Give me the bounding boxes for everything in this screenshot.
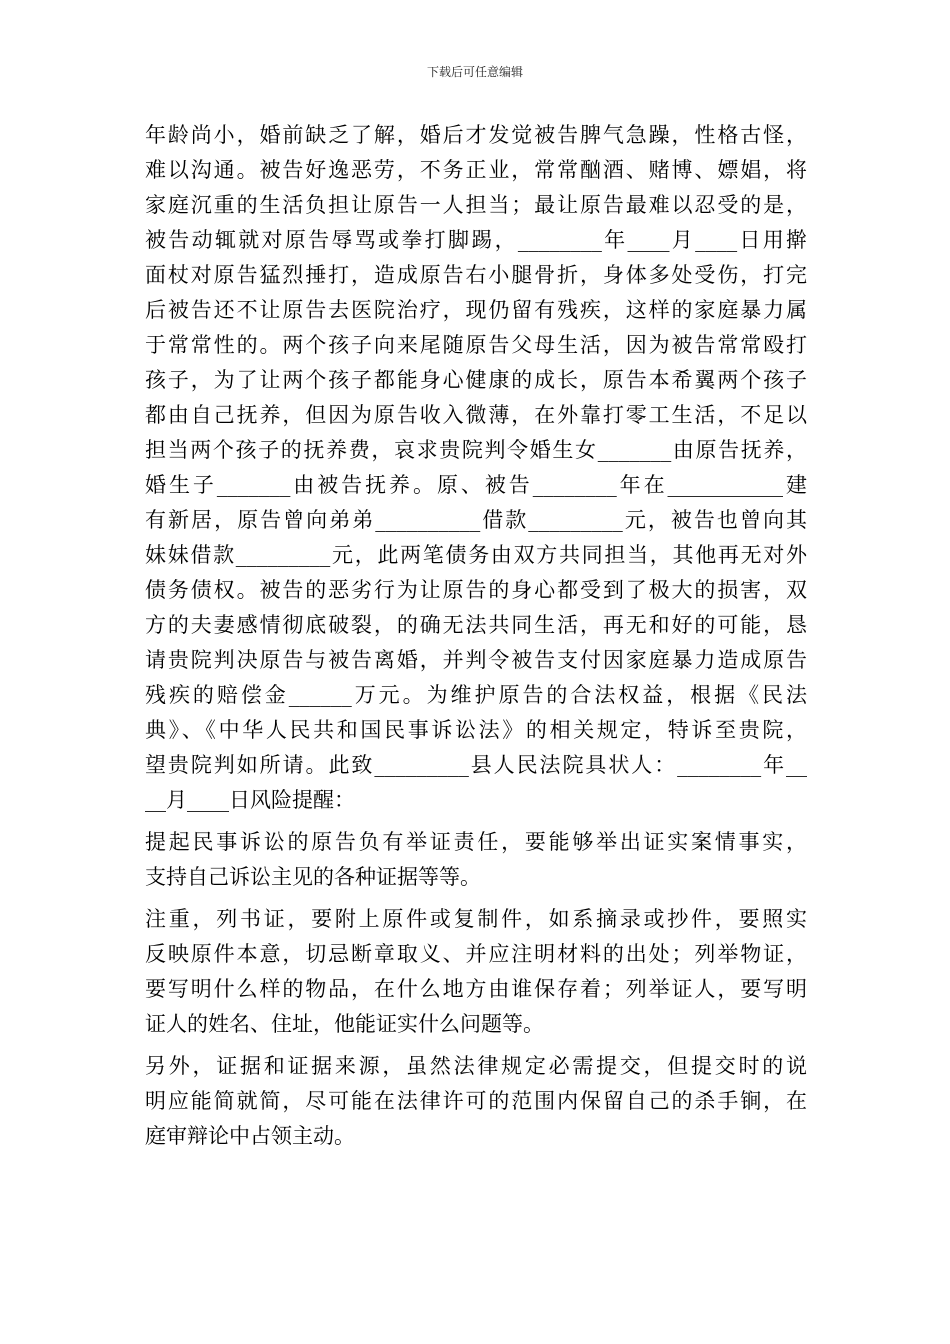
text-line: 残疾的赔偿金______万元。为维护原告的合法权益，根据《民法 [145, 683, 807, 707]
text-line: 家庭沉重的生活负担让原告一人担当；最让原告最难以忍受的是， [145, 193, 807, 217]
text-line: 提起民事诉讼的原告负有举证责任，要能够举出证实案情事实， [145, 830, 807, 854]
text-line: 年龄尚小，婚前缺乏了解，婚后才发觉被告脾气急躁，性格古怪， [145, 123, 807, 147]
page-header: 下载后可任意编辑 [426, 65, 523, 79]
text-line: 孩子，为了让两个孩子都能身心健康的成长，原告本希翼两个孩子 [145, 368, 807, 392]
text-line: 要写明什么样的物品，在什么地方由谁保存着；列举证人，要写明 [145, 977, 807, 1001]
document-body [145, 118, 807, 1154]
text-line: 注重，列书证，要附上原件或复制件，如系摘录或抄件，要照实 [145, 907, 807, 931]
text-line: 都由自己抚养，但因为原告收入微薄，在外靠打零工生活，不足以 [145, 403, 807, 427]
paragraph-evidence-listing [145, 902, 807, 1042]
text-line: 典》、《中华人民共和国民事诉讼法》的相关规定，特诉至贵院， [145, 718, 807, 742]
text-line: 支持自己诉讼主见的各种证据等等。 [145, 865, 481, 889]
text-line: 反映原件本意，切忌断章取义、并应注明材料的出处；列举物证， [145, 942, 807, 966]
text-line: 庭审辩论中占领主动。 [145, 1124, 355, 1148]
paragraph-evidence-source [145, 1049, 807, 1154]
text-line: 担当两个孩子的抚养费，哀求贵院判令婚生女_______由原告抚养， [145, 438, 807, 462]
text-line: 难以沟通。被告好逸恶劳，不务正业，常常酗酒、赌博、嫖娼，将 [145, 158, 807, 182]
text-line: 请贵院判决原告与被告离婚，并判令被告支付因家庭暴力造成原告 [145, 648, 807, 672]
text-line: 有新居，原告曾向弟弟__________借款_________元，被告也曾向其 [145, 508, 807, 532]
paragraph-burden-of-proof [145, 825, 807, 895]
text-line: 婚生子_______由被告抚养。原、被告________年在___________建 [145, 473, 807, 497]
text-line: 另外，证据和证据来源，虽然法律规定必需提交，但提交时的说 [145, 1054, 807, 1078]
text-line: 证人的姓名、住址，他能证实什么问题等。 [145, 1012, 544, 1036]
text-line: 于常常性的。两个孩子向来尾随原告父母生活，因为被告常常殴打 [145, 333, 807, 357]
text-line: 明应能简就简，尽可能在法律许可的范围内保留自己的杀手锏，在 [145, 1089, 807, 1113]
text-line: 望贵院判如所请。此致_________县人民法院具状人：________年__ [145, 753, 807, 777]
text-line: 方的夫妻感情彻底破裂，的确无法共同生活，再无和好的可能，恳 [145, 613, 807, 637]
text-line: 后被告还不让原告去医院治疗，现仍留有残疾，这样的家庭暴力属 [145, 298, 807, 322]
text-line: 债务债权。被告的恶劣行为让原告的身心都受到了极大的损害，双 [145, 578, 807, 602]
text-line: __月____日风险提醒： [145, 788, 355, 812]
text-line: 妹妹借款_________元，此两笔债务由双方共同担当，其他再无对外 [145, 543, 807, 567]
text-line: 面杖对原告猛烈捶打，造成原告右小腿骨折，身体多处受伤，打完 [145, 263, 807, 287]
text-line: 被告动辄就对原告辱骂或拳打脚踢，________年____月____日用擀 [145, 228, 807, 252]
